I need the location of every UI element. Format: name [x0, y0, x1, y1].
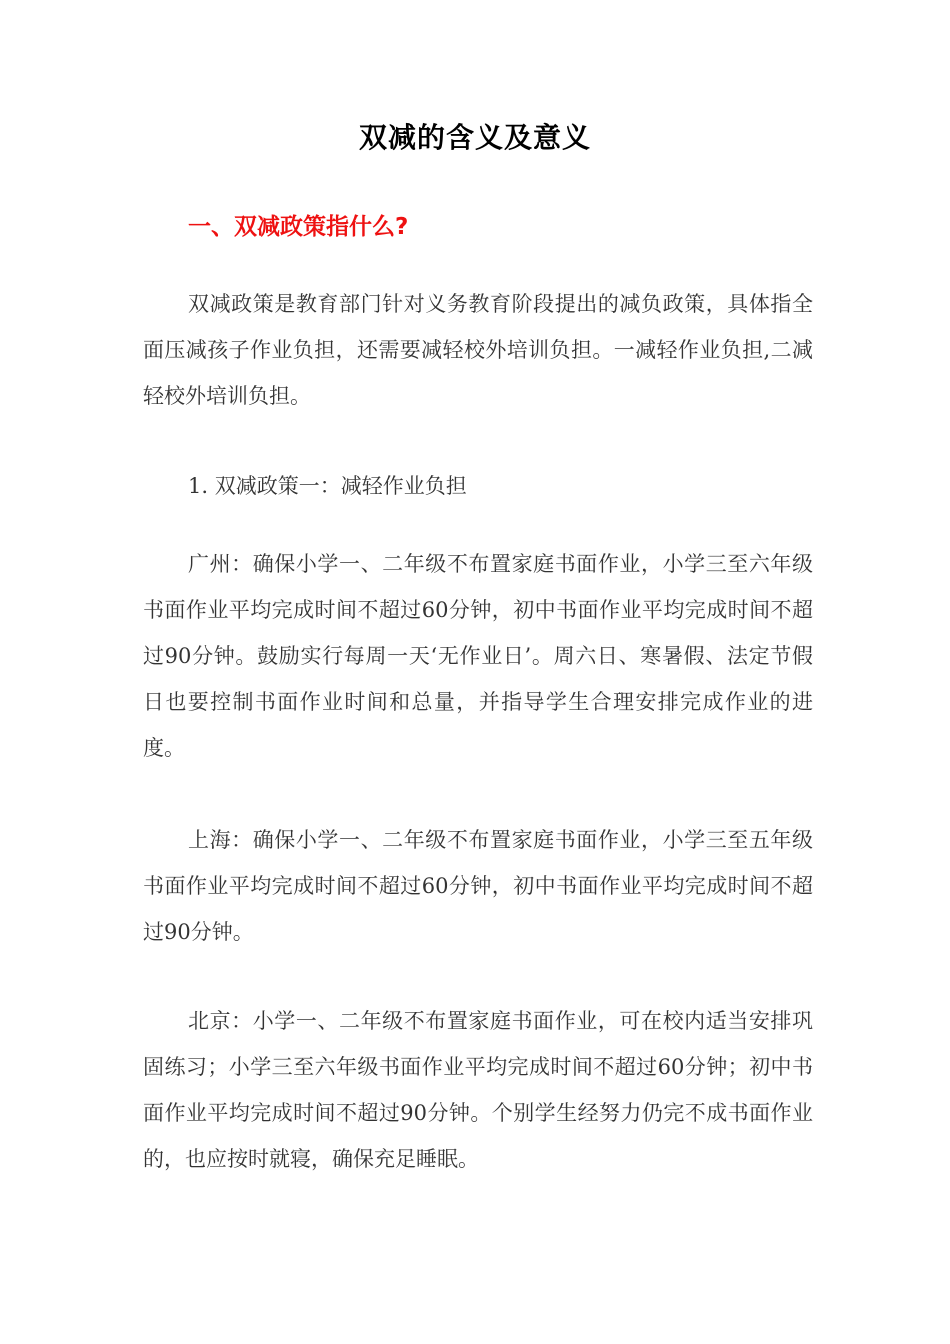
page-title: 双减的含义及意义 [358, 121, 591, 154]
section-heading: 一、双减政策指什么? [188, 214, 409, 240]
paragraph-shanghai: 上海：确保小学一、二年级不布置家庭书面作业，小学三至五年级书面作业平均完成时间不超过60分钟，初中书面作业平均完成时间不超过90分钟。 [143, 828, 813, 944]
paragraph-intro: 双减政策是教育部门针对义务教育阶段提出的减负政策，具体指全面压减孩子作业负担，还需要减轻校外培训负担。一减轻作业负担,二减轻校外培训负担。 [143, 292, 813, 408]
paragraph-guangzhou: 广州：确保小学一、二年级不布置家庭书面作业，小学三至六年级书面作业平均完成时间不超过60分钟，初中书面作业平均完成时间不超过90分钟。鼓励实行每周一天‘无作业日’。周六日、寒暑假、法定节假日也要控制书面作业时间和总量，并指导学生合理安排完成作业的进度。 [143, 552, 813, 760]
paragraph-beijing: 北京：小学一、二年级不布置家庭书面作业，可在校内适当安排巩固练习；小学三至六年级书面作业平均完成时间不超过60分钟；初中书面作业平均完成时间不超过90分钟。个别学生经努力仍完不成书面作业的，也应按时就寝，确保充足睡眠。 [143, 1009, 813, 1171]
paragraph-subheading: 1. 双减政策一：减轻作业负担 [188, 474, 467, 498]
